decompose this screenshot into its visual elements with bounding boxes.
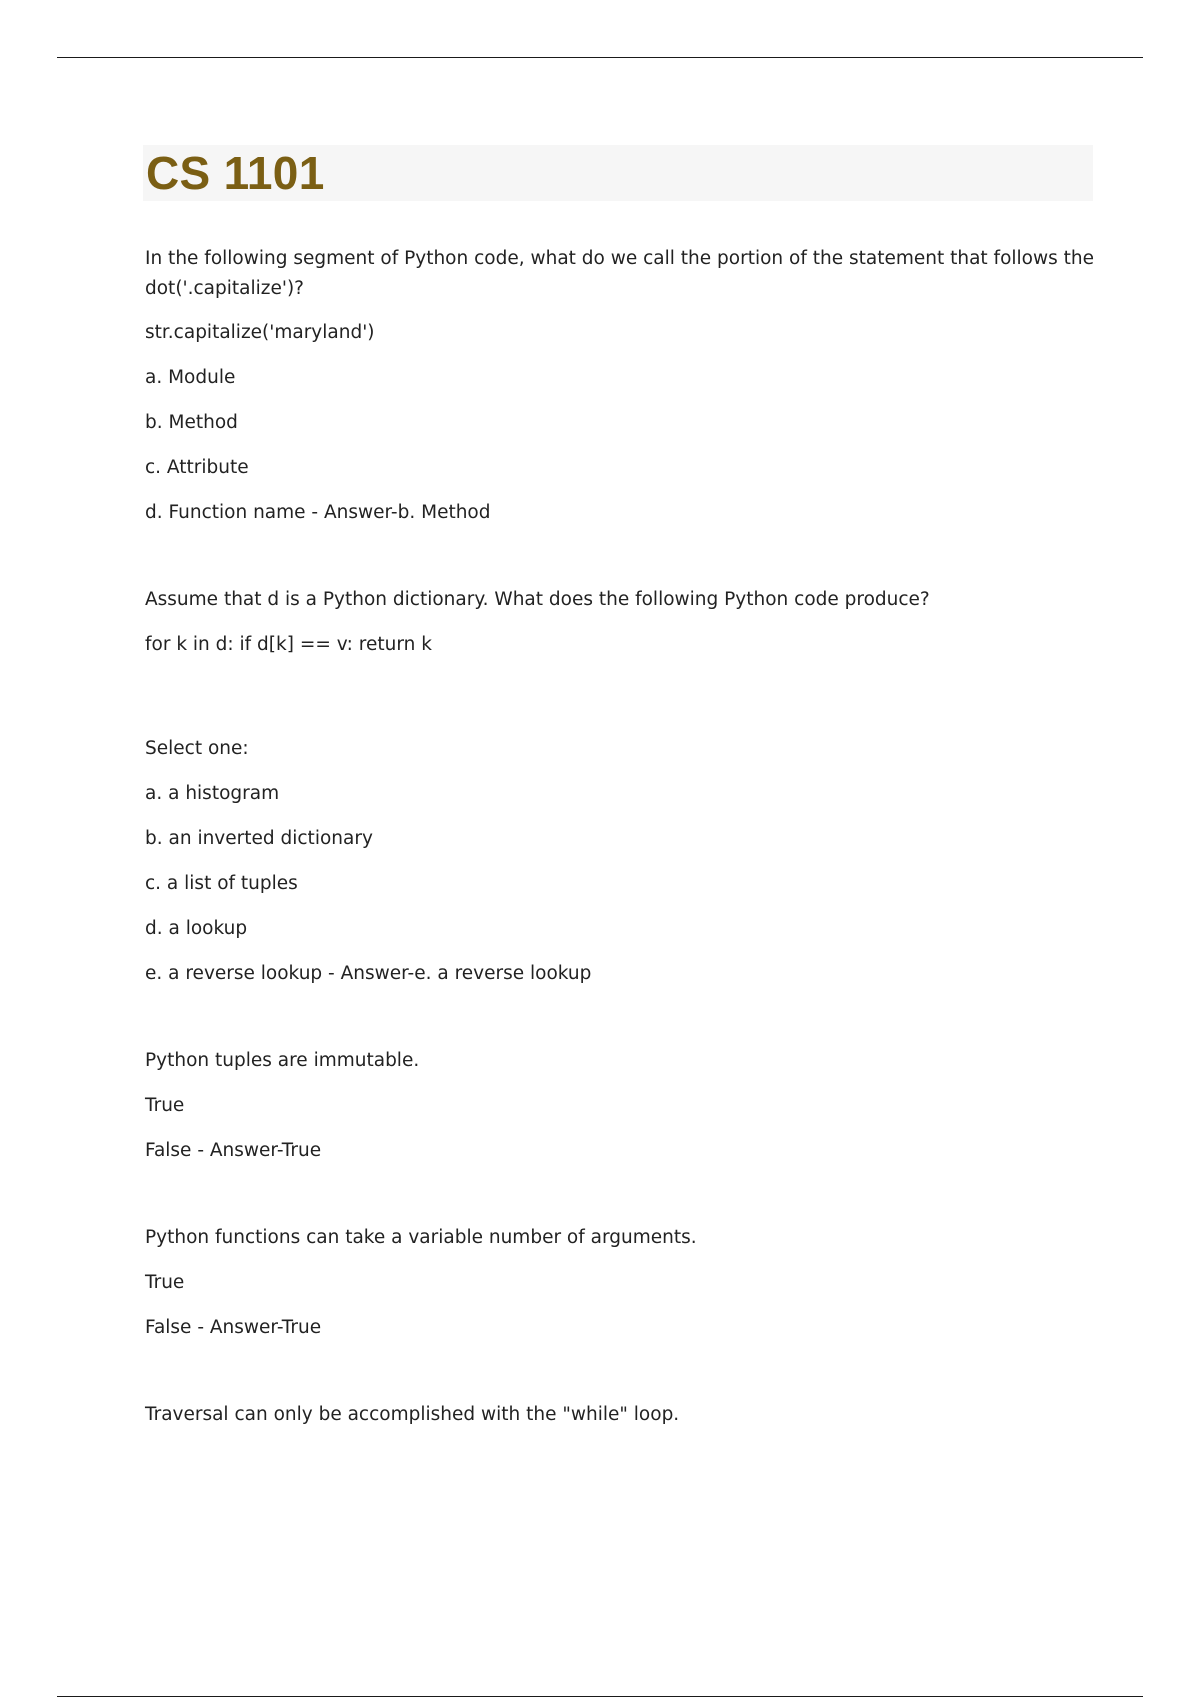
question-prompt: Python functions can take a variable number of arguments. [145,1227,697,1248]
answer-option: c. a list of tuples [145,873,298,894]
bottom-rule [57,1696,1143,1697]
answer-option: d. a lookup [145,918,248,939]
spacer [145,675,1095,734]
question-block [145,244,1095,528]
answer-option: d. Function name - Answer-b. Method [145,502,491,523]
question-lines [145,318,1095,528]
answer-option: b. Method [145,412,238,433]
answer-option: True [145,1095,185,1116]
document-title: CS 1101 [146,147,325,199]
top-rule [57,57,1143,58]
question-block [145,1400,1095,1430]
answer-option: c. Attribute [145,457,249,478]
answer-option: b. an inverted dictionary [145,828,373,849]
answer-option: True [145,1272,185,1293]
answer-option: False - Answer-True [145,1317,322,1338]
question-block [145,1223,1095,1343]
question-code: str.capitalize('maryland') [145,322,375,343]
question-prompt: Python tuples are immutable. [145,1050,420,1071]
question-block [145,585,1095,989]
question-prompt: In the following segment of Python code, what do we call the portion of the statement that follows the dot('.capitalize')? [145,248,1095,299]
document-body [145,244,1095,1487]
answer-option: a. a histogram [145,783,280,804]
question-block [145,1046,1095,1166]
question-prompt: Traversal can only be accomplished with the "while" loop. [145,1404,680,1425]
question-instruction: Select one: [145,738,249,759]
answer-option: False - Answer-True [145,1140,322,1161]
question-code: for k in d: if d[k] == v: return k [145,634,432,655]
answer-option: a. Module [145,367,236,388]
question-prompt: Assume that d is a Python dictionary. What does the following Python code produce? [145,589,930,610]
answer-option: e. a reverse lookup - Answer-e. a reverse lookup [145,963,592,984]
